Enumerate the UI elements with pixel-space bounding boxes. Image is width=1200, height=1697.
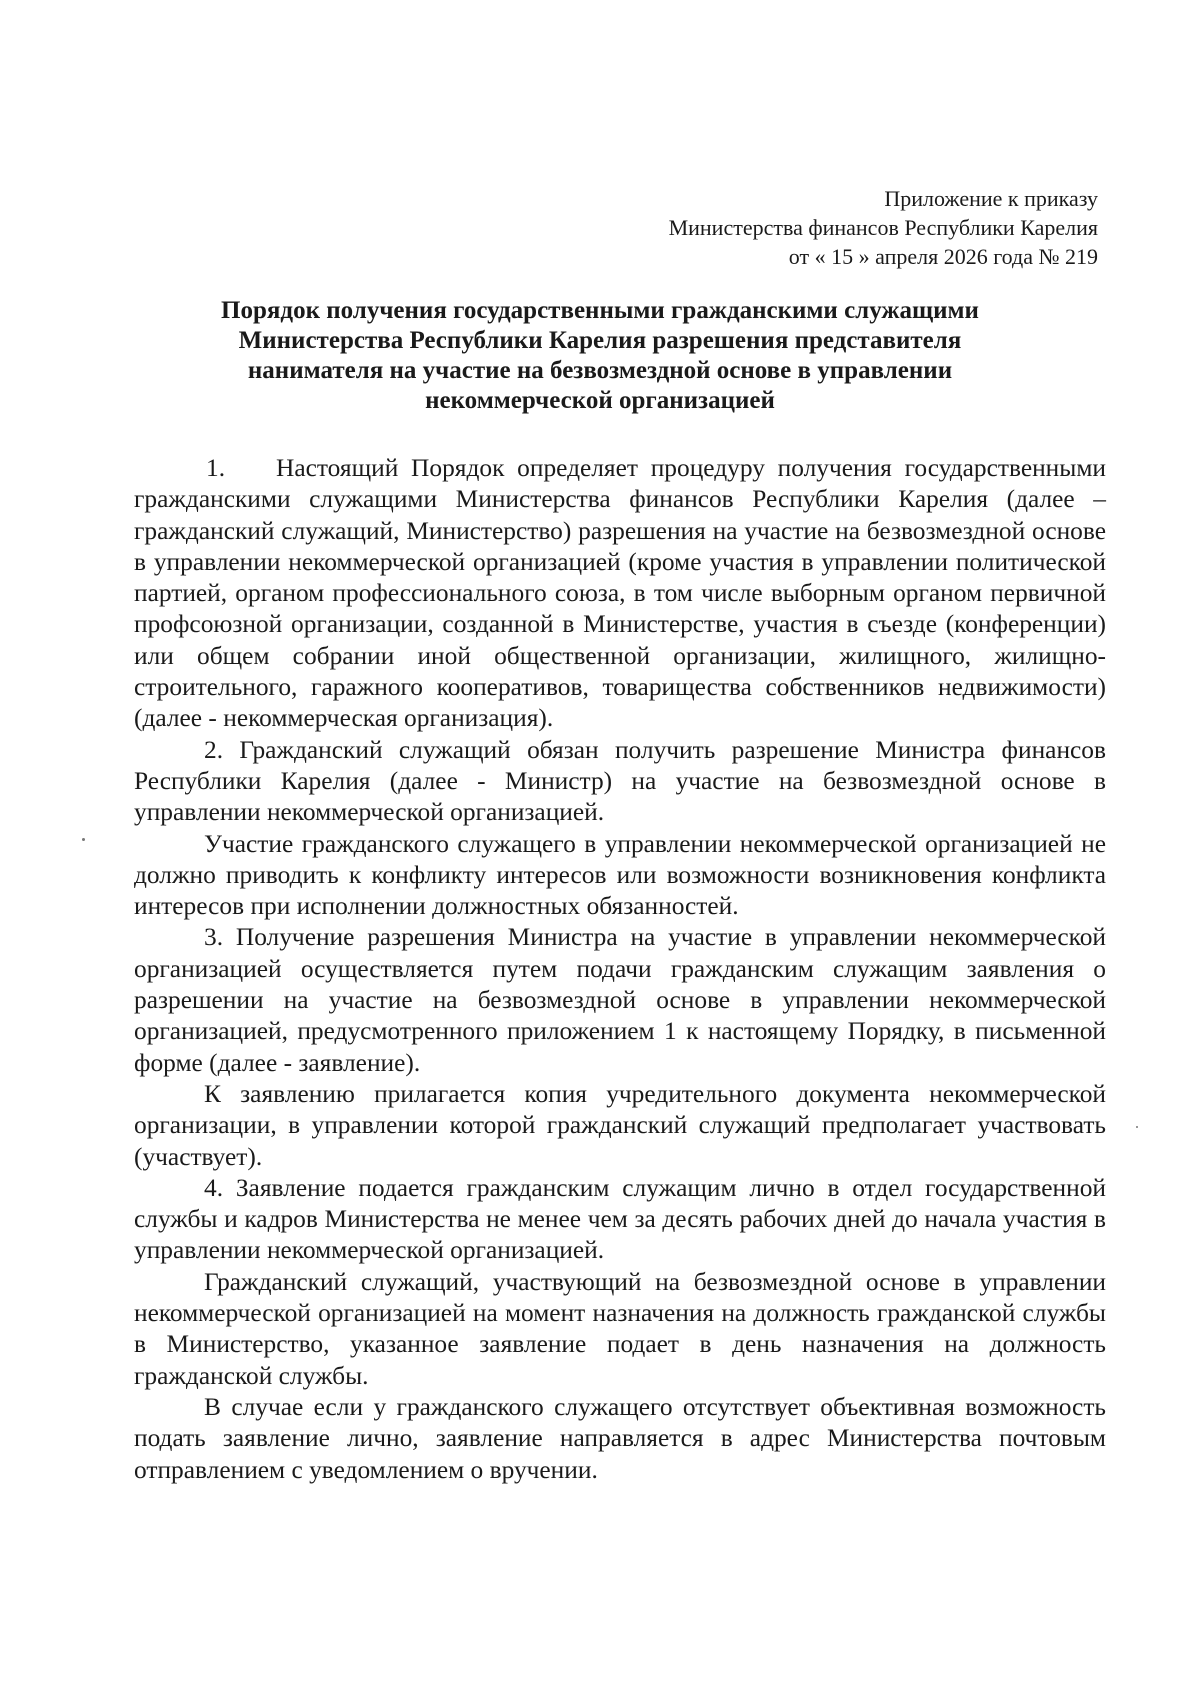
document-body (134, 453, 1106, 1486)
paragraph-2-continued: Участие гражданского служащего в управлении некоммерческой организацией не должно приводить к конфликту интересов или возможности возникновения конфликта интересов при исполнении должностных обязанностей. (134, 829, 1106, 921)
title-line-2: Министерства Республики Карелия разрешения представителя (238, 327, 962, 354)
paragraph-4-continued: Гражданский служащий, участвующий на безвозмездной основе в управлении некоммерческой организацией на момент назначения на должность гражданской службы в Министерство, указанное заявление подает в день назначения на должность гражданской службы. (134, 1267, 1106, 1390)
scan-dust-mark (82, 838, 85, 841)
scan-dust-mark (1136, 1126, 1138, 1128)
paragraph-3: 3. Получение разрешения Министра на участие в управлении некоммерческой организацией осуществляется путем подачи гражданским служащим заявления о разрешении на участие на безвозмездной основе в управлении некоммерческой организацией, предусмотренного приложением 1 к настоящему Порядку, в письменной форме (далее - заявление). (134, 923, 1106, 1077)
paragraph-4-postal: В случае если у гражданского служащего отсутствует объективная возможность подать заявление лично, заявление направляется в адрес Министерства почтовым отправлением с уведомлением о вручении. (134, 1392, 1106, 1484)
paragraph-3-continued: К заявлению прилагается копия учредительного документа некоммерческой организации, в управлении которой гражданский служащий предполагает участвовать (участвует). (134, 1079, 1106, 1171)
paragraph-1: 1. Настоящий Порядок определяет процедуру получения государственными гражданскими служащими Министерства финансов Республики Карелия (далее – гражданский служащий, Министерство) разрешения на участие на безвозмездной основе в управлении некоммерческой организацией (кроме участия в управлении политической партией, органом профессионального союза, в том числе выборным органом первичной профсоюзной организации, созданной в Министерстве, участия в съезде (конференции) или общем собрании иной общественной организации, жилищного, жилищно-строительного, гаражного кооперативов, товарищества собственников недвижимости) (далее - некоммерческая организация). (134, 454, 1106, 733)
title-line-1: Порядок получения государственными гражданскими служащими (221, 297, 979, 324)
document-header (498, 184, 1098, 271)
header-line-ministry: Министерства финансов Республики Карелия (668, 215, 1098, 240)
header-line-appendix: Приложение к приказу (884, 186, 1098, 211)
header-line-order-date: от « 15 » апреля 2026 года № 219 (788, 244, 1098, 269)
document-title (140, 296, 1060, 416)
title-line-4: некоммерческой организацией (425, 387, 775, 414)
paragraph-4: 4. Заявление подается гражданским служащим лично в отдел государственной службы и кадров Министерства не менее чем за десять рабочих дней до начала участия в управлении некоммерческой организацией. (134, 1173, 1106, 1265)
title-line-3: нанимателя на участие на безвозмездной основе в управлении (247, 357, 953, 384)
paragraph-2: 2. Гражданский служащий обязан получить разрешение Министра финансов Республики Карелия (далее - Министр) на участие на безвозмездной основе в управлении некоммерческой организацией. (134, 735, 1106, 827)
